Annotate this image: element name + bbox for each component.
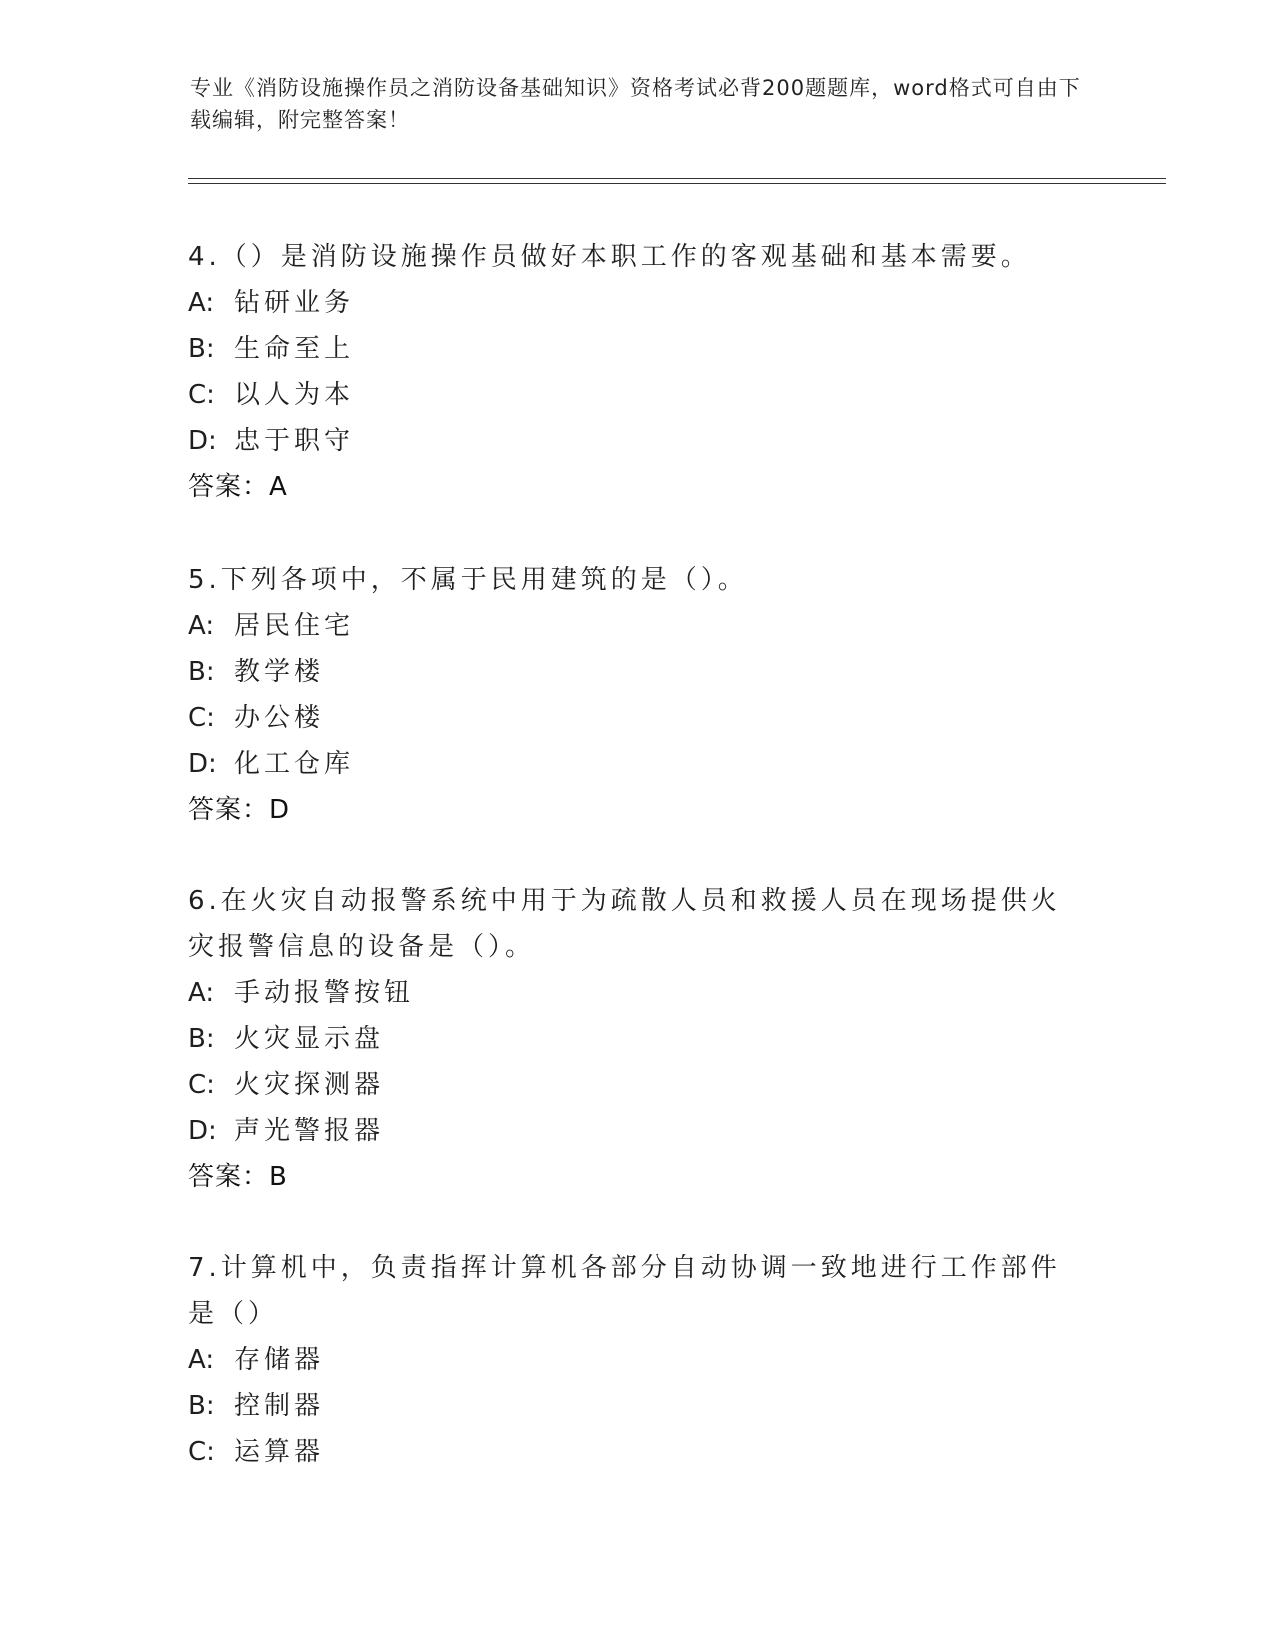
option-key: B:: [188, 657, 215, 687]
header-divider-top: [188, 178, 1166, 179]
option-d: [188, 418, 1088, 464]
option-b: [188, 326, 1088, 372]
header-divider-bottom: [188, 183, 1166, 184]
option-key: C:: [188, 1070, 215, 1100]
option-d: [188, 1108, 1088, 1154]
option-c: [188, 1429, 1088, 1475]
option-c: [188, 695, 1088, 741]
option-text: 生命至上: [234, 334, 355, 364]
answer-line: 答案：A: [188, 472, 288, 502]
question-stem: 5.下列各项中，不属于民用建筑的是（）。: [188, 565, 748, 595]
option-key: A:: [188, 288, 215, 318]
document-header: 专业《消防设施操作员之消防设备基础知识》资格考试必背200题题库，word格式可自由下载编辑，附完整答案！: [190, 76, 1081, 132]
option-b: [188, 1016, 1088, 1062]
option-text: 钻研业务: [234, 288, 355, 318]
question-stem: 7.计算机中，负责指挥计算机各部分自动协调一致地进行工作部件是（）: [188, 1253, 1061, 1329]
question-stem: 6.在火灾自动报警系统中用于为疏散人员和救援人员在现场提供火灾报警信息的设备是（）。: [188, 886, 1061, 962]
option-key: A:: [188, 611, 215, 641]
option-key: B:: [188, 334, 215, 364]
question-stem: 4.（）是消防设施操作员做好本职工作的客观基础和基本需要。: [188, 242, 1031, 272]
option-text: 火灾探测器: [234, 1070, 385, 1100]
option-text: 忠于职守: [234, 426, 355, 456]
option-text: 办公楼: [234, 703, 325, 733]
option-text: 化工仓库: [234, 749, 355, 779]
option-key: B:: [188, 1391, 215, 1421]
question-5: [188, 557, 1088, 833]
option-key: B:: [188, 1024, 215, 1054]
option-a: [188, 1337, 1088, 1383]
option-a: [188, 603, 1088, 649]
option-b: [188, 649, 1088, 695]
question-7: [188, 1245, 1088, 1475]
option-text: 存储器: [234, 1345, 325, 1375]
option-a: [188, 280, 1088, 326]
option-d: [188, 741, 1088, 787]
option-text: 声光警报器: [234, 1116, 385, 1146]
answer-line: 答案：D: [188, 795, 291, 825]
option-key: C:: [188, 380, 215, 410]
option-text: 教学楼: [234, 657, 325, 687]
option-text: 火灾显示盘: [234, 1024, 385, 1054]
option-text: 运算器: [234, 1437, 325, 1467]
option-b: [188, 1383, 1088, 1429]
option-key: C:: [188, 703, 215, 733]
option-text: 居民住宅: [234, 611, 355, 641]
option-c: [188, 372, 1088, 418]
option-c: [188, 1062, 1088, 1108]
option-key: C:: [188, 1437, 215, 1467]
option-text: 以人为本: [234, 380, 355, 410]
answer-line: 答案：B: [188, 1162, 288, 1192]
question-6: [188, 878, 1088, 1200]
option-a: [188, 970, 1088, 1016]
question-4: [188, 234, 1088, 510]
option-key: D:: [188, 426, 217, 456]
option-key: A:: [188, 1345, 215, 1375]
option-key: D:: [188, 1116, 217, 1146]
option-key: A:: [188, 978, 215, 1008]
option-text: 控制器: [234, 1391, 325, 1421]
option-text: 手动报警按钮: [234, 978, 415, 1008]
option-key: D:: [188, 749, 217, 779]
